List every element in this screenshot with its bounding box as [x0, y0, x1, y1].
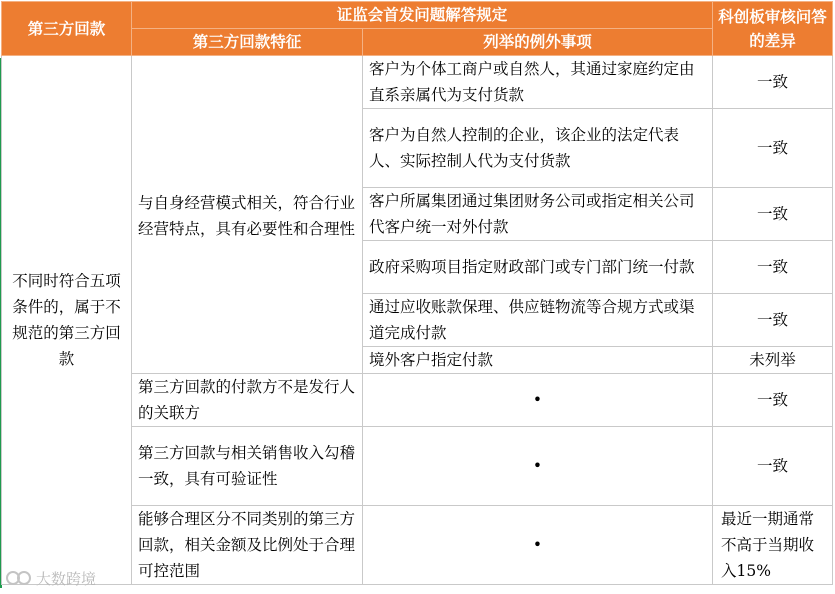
bullet-mark: • — [363, 506, 713, 585]
diff-cell: 一致 — [713, 109, 833, 188]
diff-cell: 最近一期通常不高于当期收入15% — [713, 506, 833, 585]
comparison-table — [1, 1, 833, 585]
header-star-market-diff: 科创板审核问答的差异 — [713, 2, 833, 56]
diff-cell: 一致 — [713, 188, 833, 241]
feature-verifiable: 第三方回款与相关销售收入勾稽一致，具有可验证性 — [132, 427, 363, 506]
watermark-logo-icon — [6, 569, 32, 587]
feature-distinguishable: 能够合理区分不同类别的第三方回款，相关金额及比例处于合理可控范围 — [132, 506, 363, 585]
exception-item: 客户为个体工商户或自然人，其通过家庭约定由直系亲属代为支付货款 — [363, 56, 713, 109]
diff-cell: 一致 — [713, 241, 833, 294]
exception-item: 境外客户指定付款 — [363, 347, 713, 374]
diff-cell: 一致 — [713, 374, 833, 427]
header-third-party-payment: 第三方回款 — [2, 2, 132, 56]
feature-non-related-payer: 第三方回款的付款方不是发行人的关联方 — [132, 374, 363, 427]
exception-item: 客户所属集团通过集团财务公司或指定相关公司代客户统一对外付款 — [363, 188, 713, 241]
diff-cell: 一致 — [713, 294, 833, 347]
exception-item: 通过应收账款保理、供应链物流等合规方式或渠道完成付款 — [363, 294, 713, 347]
exception-item: 客户为自然人控制的企业，该企业的法定代表人、实际控制人代为支付货款 — [363, 109, 713, 188]
diff-cell: 一致 — [713, 56, 833, 109]
header-exceptions: 列举的例外事项 — [363, 29, 713, 56]
diff-cell: 一致 — [713, 427, 833, 506]
bullet-mark: • — [363, 427, 713, 506]
header-features: 第三方回款特征 — [132, 29, 363, 56]
bullet-mark: • — [363, 374, 713, 427]
header-csrc-rules: 证监会首发问题解答规定 — [132, 2, 713, 29]
condition-label: 不同时符合五项条件的，属于不规范的第三方回款 — [2, 56, 132, 585]
watermark — [6, 567, 96, 589]
feature-business-model: 与自身经营模式相关，符合行业经营特点，具有必要性和合理性 — [132, 56, 363, 374]
exception-item: 政府采购项目指定财政部门或专门部门统一付款 — [363, 241, 713, 294]
diff-cell: 未列举 — [713, 347, 833, 374]
watermark-text: 大数跨境 — [36, 569, 97, 588]
